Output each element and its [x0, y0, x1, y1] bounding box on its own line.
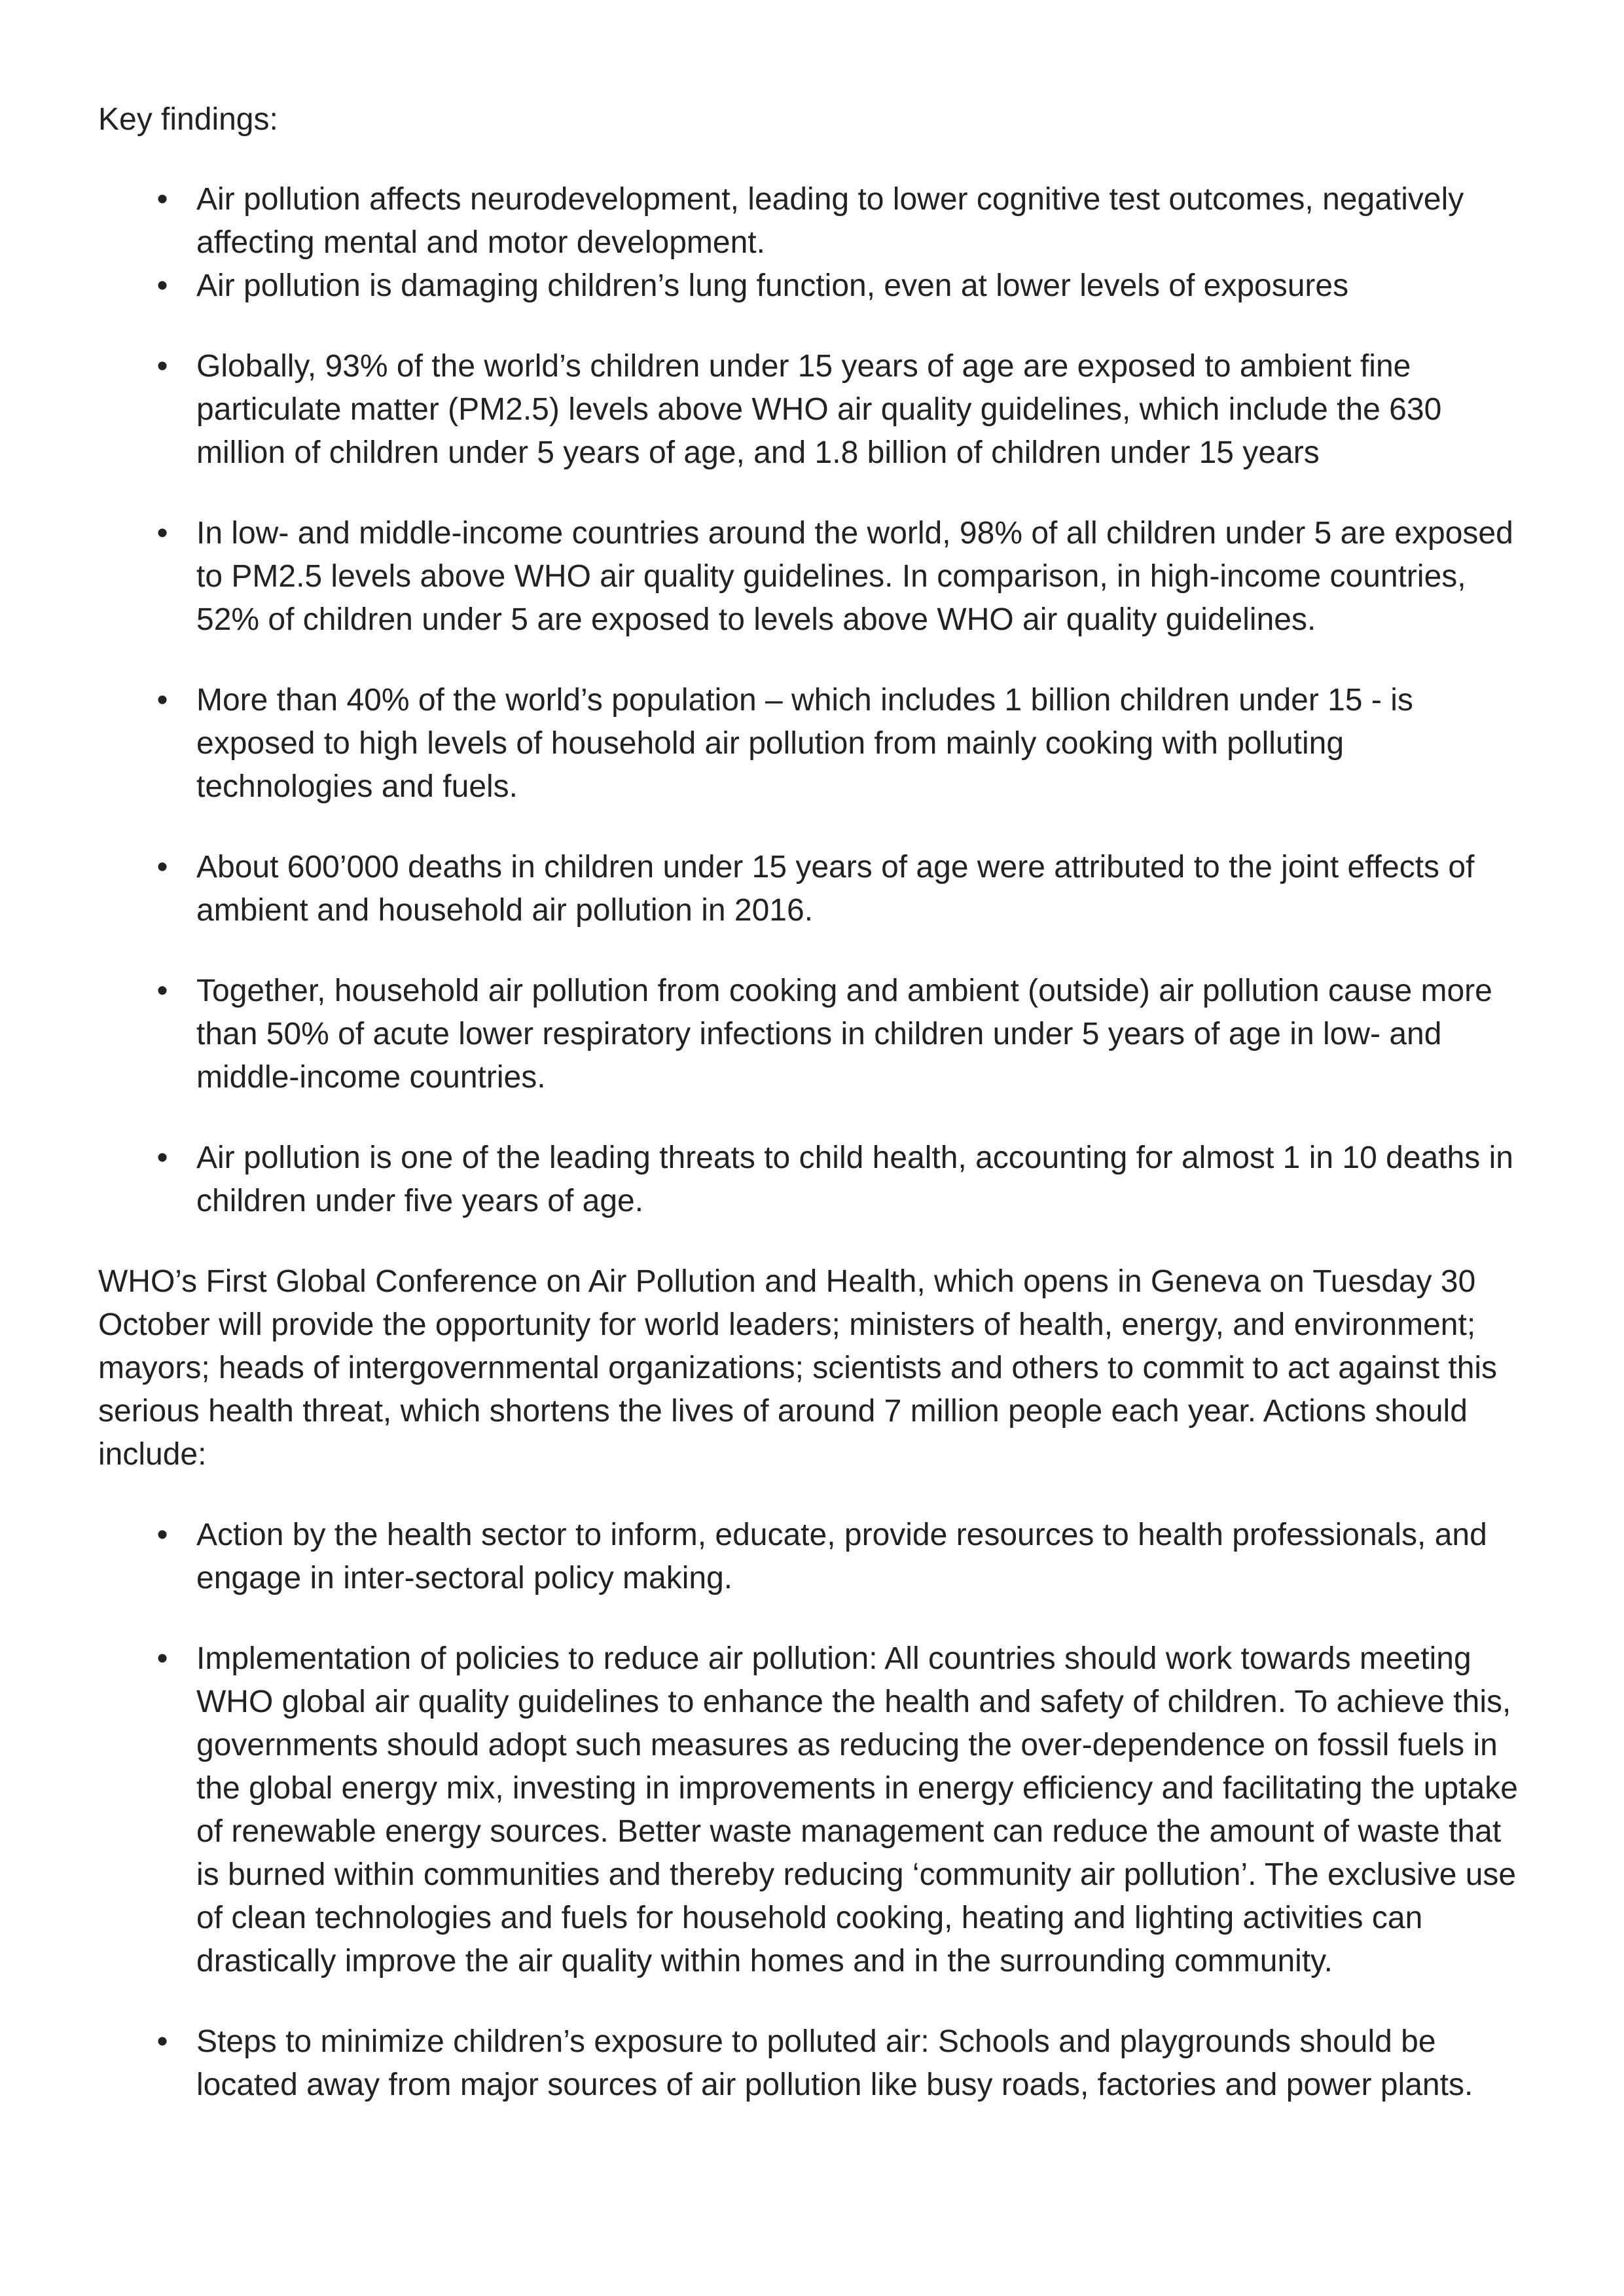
- action-text: Action by the health sector to inform, educate, provide resources to health professionals, and engage in inter-sectoral policy making.: [196, 1518, 1487, 1595]
- bullet-icon: •: [156, 1518, 168, 1552]
- key-finding-text: Globally, 93% of the world’s children under 15 years of age are exposed to ambient fine particulate matter (PM2.5) levels above WHO air quality guidelines, which include the 630 million of children under 5 years of age, and 1.8 billion of children under 15 years: [196, 349, 1442, 470]
- key-findings-heading: Key findings:: [98, 102, 278, 137]
- bullet-icon: •: [156, 516, 168, 551]
- key-finding-text: Air pollution is damaging children’s lung function, even at lower levels of exposures: [196, 268, 1349, 303]
- key-finding-item: [98, 970, 1525, 1099]
- bullet-icon: •: [156, 268, 168, 303]
- bullet-icon: •: [156, 349, 168, 384]
- action-text: Steps to minimize children’s exposure to polluted air: Schools and playgrounds should be located away from major sources of air pollution like busy roads, factories and power plants.: [196, 2024, 1473, 2102]
- bullet-icon: •: [156, 2024, 168, 2059]
- actions-list: [98, 1514, 1532, 2107]
- action-text: Implementation of policies to reduce air pollution: All countries should work towards meeting WHO global air quality guidelines to enhance the health and safety of children. To achieve this, governments should adopt such measures as reducing the over-dependence on fossil fuels in the global energy mix, investing in improvements in energy efficiency and facilitating the uptake of renewable energy sources. Better waste management can reduce the amount of waste that is burned within communities and thereby reducing ‘community air pollution’. The exclusive use of clean technologies and fuels for household cooking, heating and lighting activities can drastically improve the air quality within homes and in the surrounding community.: [196, 1641, 1518, 1978]
- key-finding-text: About 600’000 deaths in children under 15 years of age were attributed to the joint effects of ambient and household air pollution in 2016.: [196, 850, 1475, 928]
- key-finding-item: [98, 679, 1525, 809]
- key-finding-text: In low- and middle-income countries around the world, 98% of all children under 5 are exposed to PM2.5 levels above WHO air quality guidelines. In comparison, in high-income countries, 52% of children under 5 are exposed to levels above WHO air quality guidelines.: [196, 516, 1513, 637]
- key-finding-text: Air pollution is one of the leading threats to child health, accounting for almost 1 in 10 deaths in children under five years of age.: [196, 1140, 1513, 1218]
- key-findings-list: [98, 178, 1532, 1223]
- action-item: [98, 2020, 1525, 2107]
- key-finding-item: [98, 846, 1525, 932]
- document-body: [98, 98, 1532, 2107]
- key-finding-item: [98, 512, 1525, 642]
- key-finding-text: Air pollution affects neurodevelopment, leading to lower cognitive test outcomes, negatively affecting mental and motor development.: [196, 182, 1464, 260]
- key-finding-item: [98, 345, 1525, 475]
- bullet-icon: •: [156, 1140, 168, 1175]
- action-item: [98, 1637, 1525, 1983]
- bullet-icon: •: [156, 182, 168, 217]
- bullet-icon: •: [156, 974, 168, 1008]
- key-finding-item: [98, 1137, 1525, 1223]
- conference-paragraph: WHO’s First Global Conference on Air Pollution and Health, which opens in Geneva on Tuesday 30 October will provide the opportunity for world leaders; ministers of health, energy, and environment; mayors; heads of intergovernmental organizations; scientists and others to commit to act against this serious health threat, which shortens the lives of around 7 million people each year. Actions should include:: [98, 1264, 1498, 1472]
- key-finding-text: More than 40% of the world’s population – which includes 1 billion children under 15 - is exposed to high levels of household air pollution from mainly cooking with polluting technologies and fuels.: [196, 683, 1413, 804]
- key-finding-text: Together, household air pollution from cooking and ambient (outside) air pollution cause more than 50% of acute lower respiratory infections in children under 5 years of age in low- and middle-income countries.: [196, 974, 1492, 1095]
- bullet-icon: •: [156, 683, 168, 718]
- action-item: [98, 1514, 1525, 1600]
- key-finding-item: [98, 264, 1525, 308]
- bullet-icon: •: [156, 1641, 168, 1676]
- bullet-icon: •: [156, 850, 168, 884]
- key-finding-item: [98, 178, 1525, 264]
